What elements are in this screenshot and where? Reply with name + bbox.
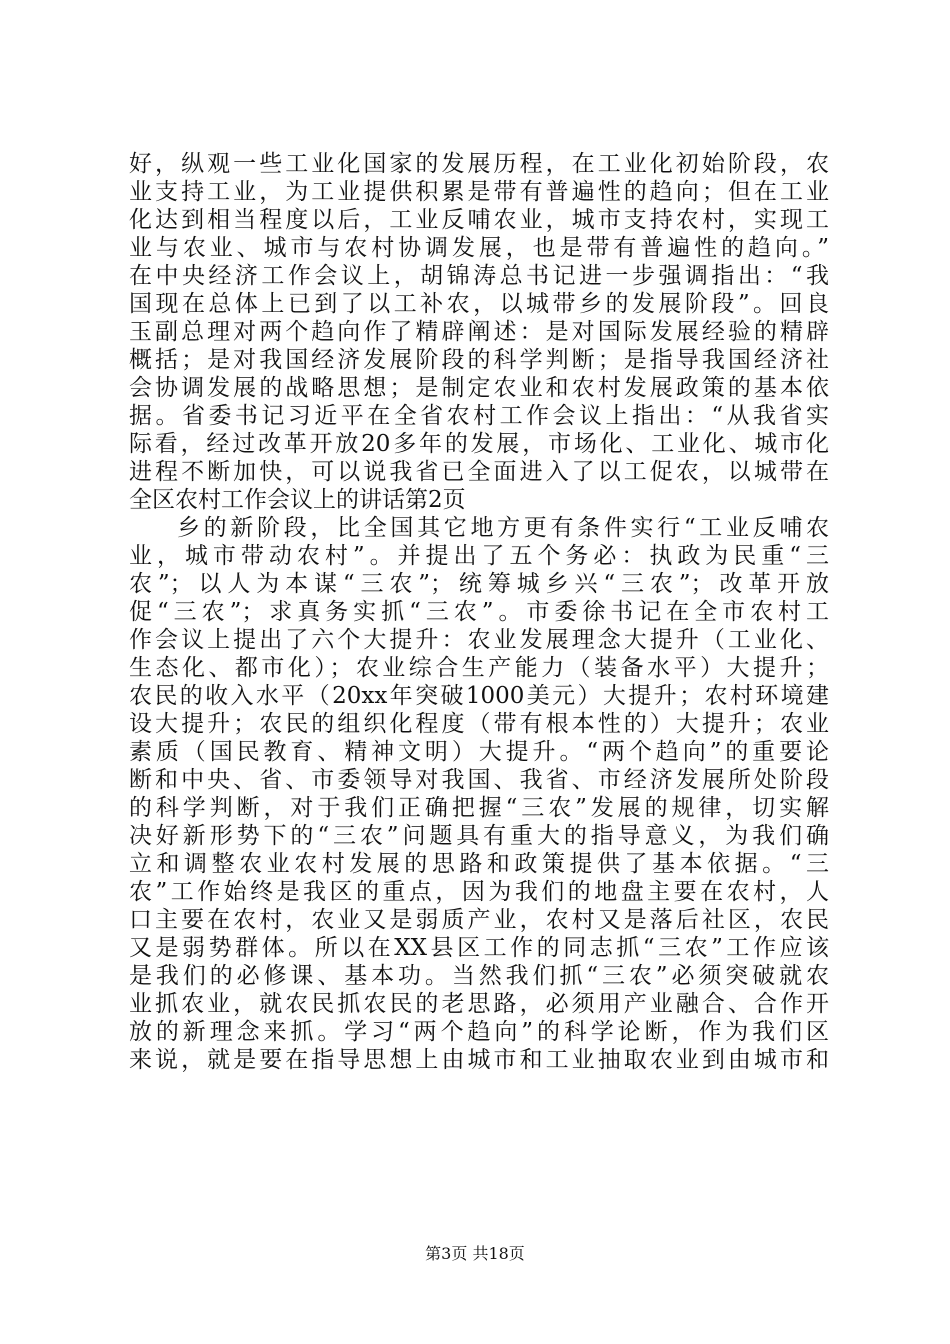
- text-line: 作会议上提出了六个大提升：农业发展理念大提升（工业化、: [129, 627, 829, 653]
- text-line: 国现在总体上已到了以工补农，以城带乡的发展阶段”。回良: [129, 291, 829, 317]
- text-line: 农”；以人为本谋“三农”；统筹城乡兴“三农”；改革开放: [129, 571, 829, 597]
- text-line: 决好新形势下的“三农”问题具有重大的指导意义，为我们确: [129, 823, 829, 849]
- text-line: 设大提升；农民的组织化程度（带有根本性的）大提升；农业: [129, 711, 829, 737]
- text-line: 口主要在农村，农业又是弱质产业，农村又是落后社区，农民: [129, 907, 829, 933]
- text-line: 是我们的必修课、基本功。当然我们抓“三农”必须突破就农: [129, 963, 829, 989]
- text-line: 又是弱势群体。所以在XX县区工作的同志抓“三农”工作应该: [129, 935, 829, 961]
- document-body: [129, 150, 829, 1074]
- page-footer: [0, 1244, 950, 1264]
- text-line: 据。省委书记习近平在全省农村工作会议上指出：“从我省实: [129, 403, 829, 429]
- text-line: 概括；是对我国经济发展阶段的科学判断；是指导我国经济社: [129, 347, 829, 373]
- page-number-label: 第3页 共18页: [425, 1244, 525, 1263]
- text-line: 际看，经过改革开放20多年的发展，市场化、工业化、城市化: [129, 431, 829, 457]
- text-line: 乡的新阶段，比全国其它地方更有条件实行“工业反哺农: [177, 515, 829, 541]
- text-line: 化达到相当程度以后，工业反哺农业，城市支持农村，实现工: [129, 207, 829, 233]
- text-line: 会协调发展的战略思想；是制定农业和农村发展政策的基本依: [129, 375, 829, 401]
- text-line: 断和中央、省、市委领导对我国、我省、市经济发展所处阶段: [129, 767, 829, 793]
- text-line: 业与农业、城市与农村协调发展，也是带有普遍性的趋向。”: [129, 235, 829, 261]
- text-line: 农”工作始终是我区的重点，因为我们的地盘主要在农村，人: [129, 879, 829, 905]
- text-line: 来说，就是要在指导思想上由城市和工业抽取农业到由城市和: [129, 1047, 829, 1073]
- text-line: 立和调整农业农村发展的思路和政策提供了基本依据。“三: [129, 851, 829, 877]
- text-line: 农民的收入水平（20xx年突破1000美元）大提升；农村环境建: [129, 683, 829, 709]
- text-line: 业，城市带动农村”。并提出了五个务必：执政为民重“三: [129, 543, 829, 569]
- text-line: 进程不断加快，可以说我省已全面进入了以工促农，以城带在: [129, 459, 829, 485]
- text-line: 在中央经济工作会议上，胡锦涛总书记进一步强调指出：“我: [129, 263, 829, 289]
- text-line: 好，纵观一些工业化国家的发展历程，在工业化初始阶段，农: [129, 151, 829, 177]
- text-line: 素质（国民教育、精神文明）大提升。“两个趋向”的重要论: [129, 739, 829, 765]
- text-line: 放的新理念来抓。学习“两个趋向”的科学论断，作为我们区: [129, 1019, 829, 1045]
- text-line: 全区农村工作会议上的讲话第2页: [129, 487, 466, 513]
- text-line: 生态化、都市化）；农业综合生产能力（装备水平）大提升；: [129, 655, 829, 681]
- text-line: 业支持工业，为工业提供积累是带有普遍性的趋向；但在工业: [129, 179, 829, 205]
- text-line: 玉副总理对两个趋向作了精辟阐述：是对国际发展经验的精辟: [129, 319, 829, 345]
- text-line: 的科学判断，对于我们正确把握“三农”发展的规律，切实解: [129, 795, 829, 821]
- text-line: 业抓农业，就农民抓农民的老思路，必须用产业融合、合作开: [129, 991, 829, 1017]
- text-line: 促“三农”；求真务实抓“三农”。市委徐书记在全市农村工: [129, 599, 829, 625]
